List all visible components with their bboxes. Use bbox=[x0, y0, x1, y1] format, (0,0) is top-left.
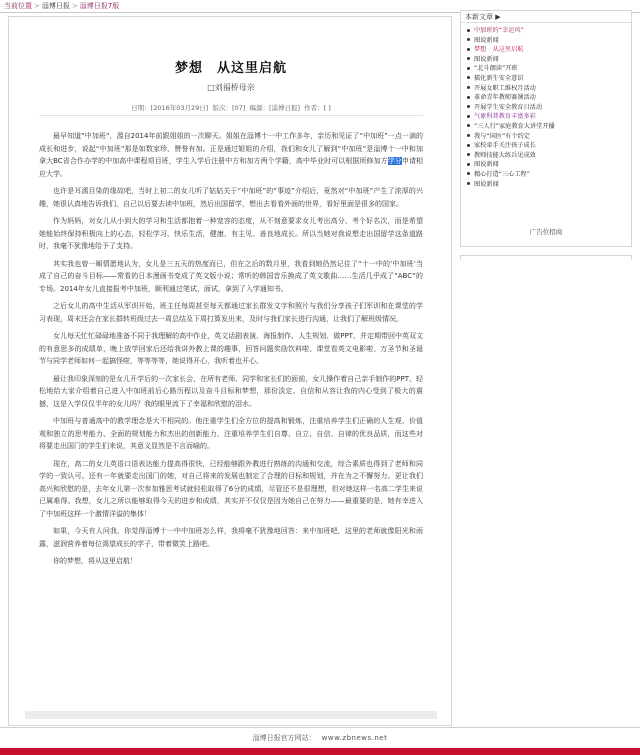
sidebar-article-link[interactable] bbox=[467, 170, 627, 180]
selected-text[interactable]: 学分 bbox=[387, 157, 402, 165]
article-paragraph: 女儿每天忙忙碌碌地准备不同于我理解的高中作业，英文话剧表演、海报制作、人生规划、做PPT、并定期带回中英双文的有意思多的成绩单，晚上放学回家后还给我讲外教上课的趣事，回答问题奖励饮料啦、课堂看英文电影啦、万圣节和圣诞节与同学老师如何一起搞怪啦，等等等等，她说得开心，我听着也开心。 bbox=[39, 332, 423, 365]
paragraph-text: 申请相应大学。 bbox=[39, 157, 424, 178]
sidebar-article-label: 家校牵手关注孩子成长 bbox=[474, 142, 536, 150]
footer-url-link[interactable]: www.zbnews.net bbox=[321, 734, 388, 742]
sidebar-article-link[interactable] bbox=[467, 55, 627, 65]
article-paragraph: 作为妈妈，对女儿从小到大的学习和生活都抱着一种宽容的态度，从不刻意要求女儿考出高分、考个好名次，而是希望她能始终保持积极向上的心态，轻松学习，快乐生活，健康、有主见、善良地成长。所以当她对我说想走出国留学这条道路时，我毫不犹豫地给予了支持。 bbox=[39, 217, 423, 250]
sidebar-article-link[interactable] bbox=[467, 45, 627, 55]
paragraph-text: 最早知道“中加班”，源自2014年前跟姐姐的一次聊天。姐姐在淄博十一中工作多年，亲历和见证了“中加班”一点一滴的成长和进步，说起“中加班”那是如数家珍、赞誉有加。正是通过姐姐的介绍，我们和女儿了解到“中加班”是淄博十一中和加拿大BC省合作办学的中加高中课程项目班，学生入学后注册中方和加方两个学籍，高中毕业时可以根据所修加方 bbox=[39, 132, 423, 165]
sidebar-article-label: 擂化新生安全意识 bbox=[474, 74, 524, 82]
article-paragraph: 最让我印象深刻的是女儿开学后的一次家长会，在所有老师、同学和家长们的面前，女儿操作着自己亲手制作的PPT，轻松地给大家介绍着自己进入中加班前后心路历程以及奋斗目标和梦想，那份淡定、自信和从容让我的内心受到了极大的震撼，这是入学仅仅半年的女儿吗？我的眼里流下了幸福和欣慰的泪水。 bbox=[39, 374, 423, 408]
sidebar-article-link[interactable] bbox=[467, 132, 627, 142]
footer-accent-bar bbox=[0, 748, 640, 755]
bullet-icon bbox=[467, 67, 470, 70]
article-bottom-bar bbox=[25, 711, 437, 719]
footer-site-label: 淄博日报官方网站： bbox=[252, 734, 316, 742]
sidebar-article-label: “三人行”家庭教育大讲堂开播 bbox=[474, 122, 555, 130]
footer-divider bbox=[0, 727, 640, 728]
bullet-icon bbox=[467, 144, 470, 147]
sidebar-article-label: 精心打造“三心工程” bbox=[474, 170, 530, 178]
sidebar-article-label: 革命青年教师赛课活动 bbox=[474, 94, 536, 102]
sidebar-article-label: 图说新闻 bbox=[474, 55, 499, 63]
bullet-icon bbox=[467, 38, 470, 41]
article-paragraph: 也许是耳濡目染的缘故吧，当时上初二的女儿听了姑姑关于“中加班”的“事迹”介绍后，竟然对“中加班”产生了浓厚的兴趣，她很认真地告诉我们，自己以后要去读中加班，然后出国留学，想出去看看外面的世界，看好里面是很多的国家。 bbox=[39, 187, 423, 208]
bullet-icon bbox=[467, 172, 470, 175]
sidebar-article-link[interactable] bbox=[467, 151, 627, 161]
bullet-icon bbox=[467, 57, 470, 60]
sidebar-article-link[interactable] bbox=[467, 84, 627, 94]
sidebar-article-link[interactable] bbox=[467, 180, 627, 190]
breadcrumb-link-issue[interactable]: 淄博日报7版 bbox=[79, 2, 120, 10]
bullet-icon bbox=[467, 134, 470, 137]
article-paragraph: 之后女儿的高中生活从军训开始，班主任每周甚至每天都通过家长群发文字和照片与我们分享孩子们军训和在课堂的学习表现，周末还会在家长群转班级过去一周总结及下周打算发出来，及时与我们家长进行沟通，让我们了解班级情况。 bbox=[39, 302, 423, 323]
site-footer bbox=[0, 733, 640, 743]
meta-divider bbox=[39, 115, 423, 116]
sidebar-article-label: 图说新闻 bbox=[474, 161, 499, 169]
sidebar-article-label: 教师技能大练兵见成效 bbox=[474, 151, 536, 159]
sidebar-article-link[interactable] bbox=[467, 36, 627, 46]
meta-date: [2016年03月29日] bbox=[150, 104, 209, 112]
sidebar-article-label: “北斗朗读”开班 bbox=[474, 65, 518, 73]
sidebar-article-link[interactable] bbox=[467, 112, 627, 122]
sidebar-article-label: 梦想 从这里启航 bbox=[474, 46, 524, 54]
sidebar-article-link[interactable] bbox=[467, 103, 627, 113]
sidebar-article-label: 气象科普教育丰富多彩 bbox=[474, 113, 536, 121]
article-author: □刘福桥母亲 bbox=[207, 83, 255, 92]
sidebar-article-label: 开展女职工维权月活动 bbox=[474, 84, 536, 92]
sidebar-article-link[interactable] bbox=[467, 122, 627, 132]
related-articles-list bbox=[461, 23, 631, 193]
article-paragraph bbox=[39, 130, 423, 180]
breadcrumb-link-section[interactable]: 淄博日报 bbox=[41, 2, 70, 10]
bullet-icon bbox=[467, 48, 470, 51]
bullet-icon bbox=[467, 105, 470, 108]
breadcrumb-current: 当前位置 bbox=[4, 2, 32, 10]
meta-source-label: 稿源： bbox=[249, 104, 269, 112]
breadcrumb-separator: > bbox=[34, 2, 40, 10]
bullet-icon bbox=[467, 124, 470, 127]
article-paragraph: 中加班与普通高中的教学理念是大不相同的。他注重学生们全方位的提高和锻炼，注重培养学生们正确的人生观、价值观和独立的思考能力、全面的规划能力和杰出的创新能力，注重培养学生们自尊、自立、自信、自律的优良品质，而这些对将要走出国门的学生们来说，其意义显然是不言而喻的。 bbox=[39, 417, 423, 450]
bullet-icon bbox=[467, 182, 470, 185]
article-paragraph: 如果，今天有人问我，你觉得淄博十一中中加班怎么样，我将毫不犹豫地回答：来中加班吧，这里的老师就像阳光和雨露，滋润营养着每位渴望成长的学子，带着微笑上路吧。 bbox=[39, 527, 423, 548]
breadcrumb-separator: > bbox=[71, 2, 78, 10]
sidebar-article-link[interactable] bbox=[467, 26, 627, 36]
article-body bbox=[39, 130, 423, 571]
sidebar-article-label: 开展学生安全教育日活动 bbox=[474, 103, 543, 111]
sidebar-article-link[interactable] bbox=[467, 93, 627, 103]
ad-placeholder[interactable]: 广告位招商 bbox=[529, 228, 563, 237]
article-meta bbox=[9, 103, 452, 112]
sidebar-secondary-box bbox=[460, 255, 632, 260]
bullet-icon bbox=[467, 96, 470, 99]
meta-date-label: 日期： bbox=[131, 104, 151, 112]
meta-version-label: 版次： bbox=[212, 104, 232, 112]
sidebar-article-label: 图说新闻 bbox=[474, 180, 499, 188]
meta-source: [淄博日报] bbox=[268, 104, 301, 112]
sidebar-article-label: 图说新闻 bbox=[474, 36, 499, 44]
article-panel bbox=[8, 16, 452, 726]
sidebar bbox=[460, 10, 632, 260]
related-articles-box bbox=[460, 10, 632, 247]
bullet-icon bbox=[467, 153, 470, 156]
sidebar-article-link[interactable] bbox=[467, 64, 627, 74]
article-paragraph: 现在，高二的女儿英语口语表达能力提高得很快，已经能够跟外教进行熟练的沟通和交流，综合素质也得到了老师和同学的一致认可。还有一年就要走出国门的她，对自己将来的发展也制定了合理的目标和规划，并在为之不懈努力。更让我们高兴和欣慰的是，去年女儿第一次参加雅思考试就轻松取得了6分的成绩，尽管还不是很理想，但对她这样一名高二学生来说已属难得。我想，女儿之所以能够取得今天的进步和成绩，其实并不仅仅是因为她自己在努力——最重要的是，她有幸进入了中加班这样一个激情洋溢的集体！ bbox=[39, 459, 423, 518]
bullet-icon bbox=[467, 86, 470, 89]
bullet-icon bbox=[467, 29, 470, 32]
sidebar-article-link[interactable] bbox=[467, 160, 627, 170]
sidebar-article-label: 我与“国医”有个约定 bbox=[474, 132, 530, 140]
meta-writer-label: 作者： bbox=[304, 104, 324, 112]
sidebar-article-link[interactable] bbox=[467, 74, 627, 84]
meta-version: [07] bbox=[231, 104, 246, 112]
sidebar-heading: 本新文章 ▶ bbox=[461, 11, 631, 23]
article-paragraph: 你的梦想，将从这里启航！ bbox=[53, 557, 137, 565]
sidebar-article-link[interactable] bbox=[467, 141, 627, 151]
sidebar-article-label: 中加班的“幸运风” bbox=[474, 27, 524, 34]
meta-writer: [ ] bbox=[323, 104, 331, 112]
article-title: 梦想 从这里启航 bbox=[174, 61, 287, 76]
bullet-icon bbox=[467, 115, 470, 118]
bullet-icon bbox=[467, 163, 470, 166]
bullet-icon bbox=[467, 76, 470, 79]
article-paragraph: 其实我也曾一厢情愿地认为，女儿是三五天的热度而已，但在之后的数月里，我看到她仍然记住了“十一中的‘中加班’当成了自己的奋斗目标——常看的日本漫画书变成了英文版小说；常听的韩国音乐换成了英文歌曲……生活几乎成了“ABC”的专场。2014年女儿直接报考中加班，顺利通过笔试、面试，拿到了入学通知书。 bbox=[39, 259, 423, 293]
